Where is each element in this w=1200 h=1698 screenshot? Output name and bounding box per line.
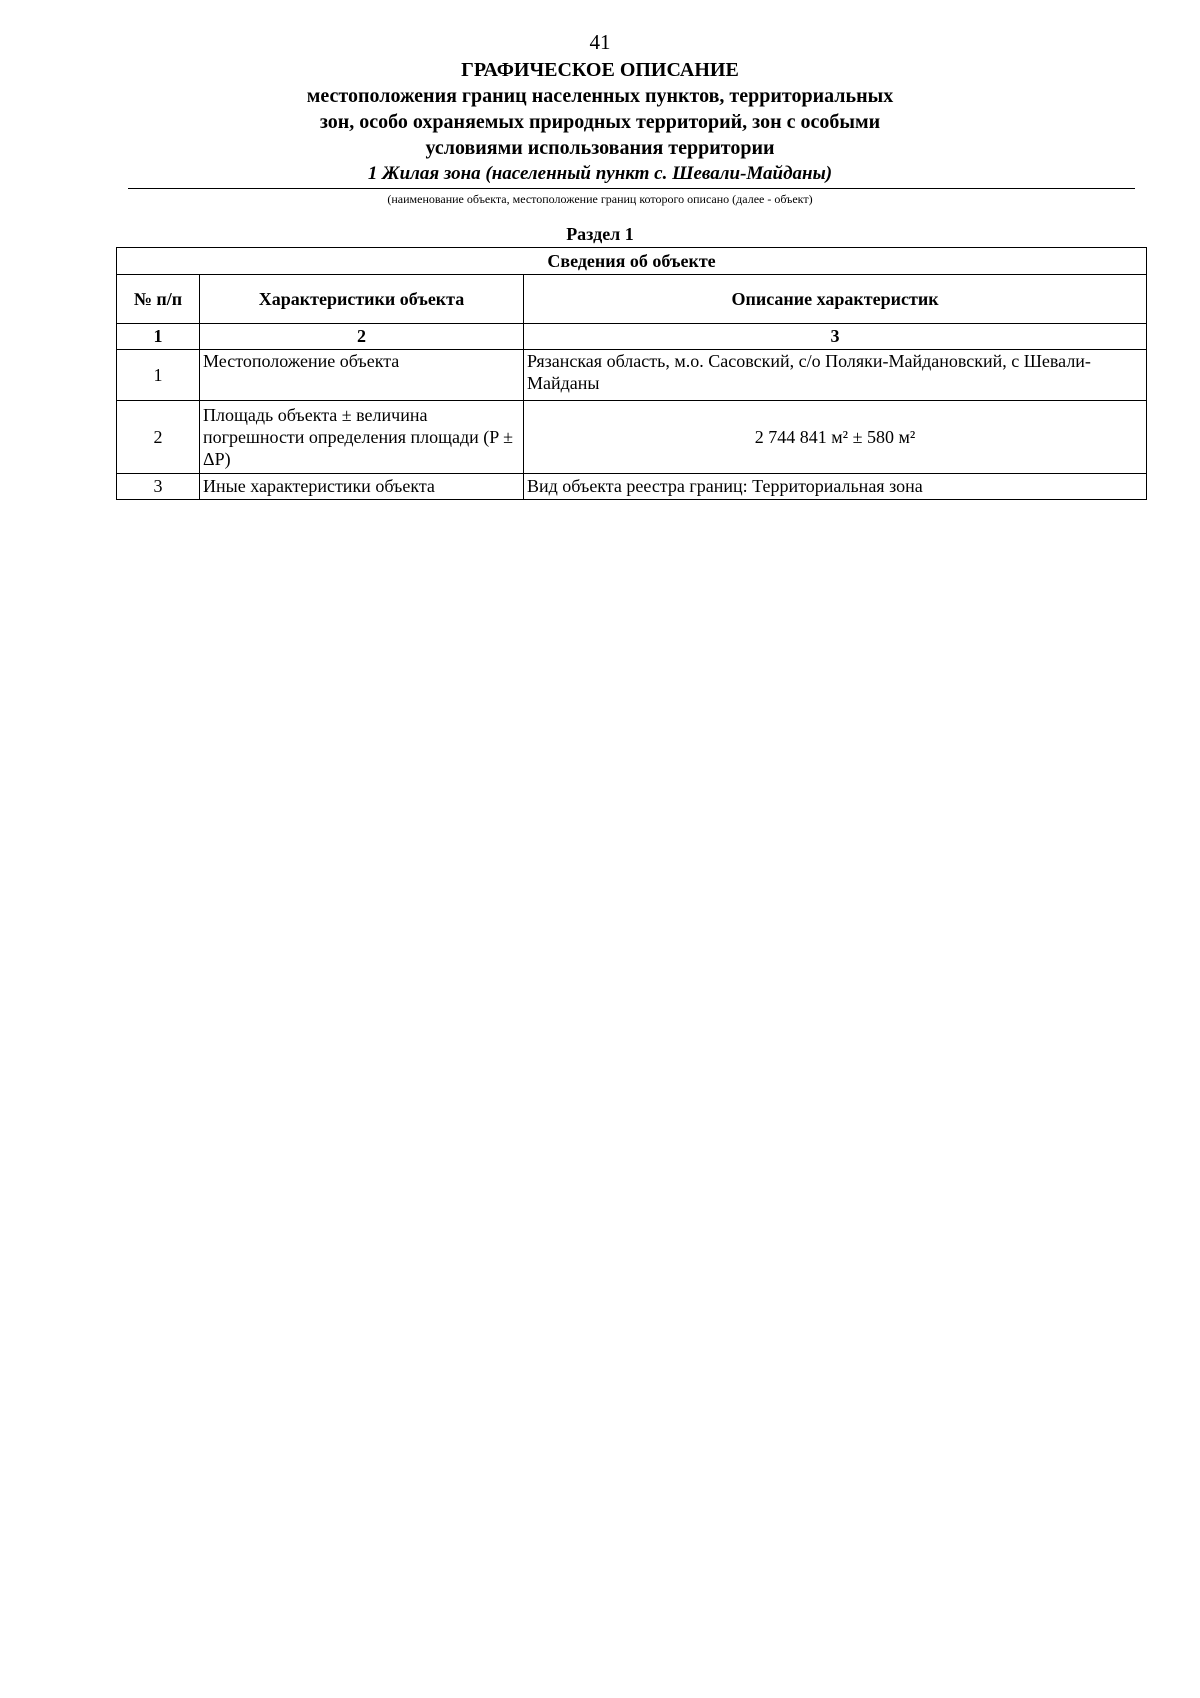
row-description: Рязанская область, м.о. Сасовский, с/о Поляки-Майдановский, с Шевали-Майданы <box>524 350 1147 401</box>
table-header-row <box>117 275 1147 324</box>
page-number: 41 <box>589 30 611 54</box>
row-num: 2 <box>117 401 200 474</box>
subtitle-line: зон, особо охраняемых природных территорий, зон с особыми <box>319 111 881 133</box>
section-title: Раздел 1 <box>566 224 634 244</box>
document-subtitle <box>0 83 1200 161</box>
object-name: 1 Жилая зона (населенный пункт с. Шевали-Майданы) <box>367 163 833 184</box>
table-caption-row <box>117 248 1147 275</box>
document-title: ГРАФИЧЕСКОЕ ОПИСАНИЕ <box>461 59 739 81</box>
row-characteristic: Площадь объекта ± величина погрешности определения площади (P ± ΔP) <box>200 401 524 474</box>
column-header-characteristic: Характеристики объекта <box>200 275 524 324</box>
row-characteristic: Иные характеристики объекта <box>200 474 524 500</box>
subtitle-line: местоположения границ населенных пунктов, территориальных <box>306 85 894 107</box>
column-numbers-row <box>117 324 1147 350</box>
table-row <box>117 350 1147 401</box>
column-number: 3 <box>524 324 1147 350</box>
table-row <box>117 401 1147 474</box>
object-info-table <box>116 247 1147 500</box>
table-row <box>117 474 1147 500</box>
object-name-underline <box>128 188 1135 189</box>
column-number: 1 <box>117 324 200 350</box>
table-caption: Сведения об объекте <box>117 248 1147 275</box>
row-num: 1 <box>117 350 200 401</box>
row-characteristic: Местоположение объекта <box>200 350 524 401</box>
row-num: 3 <box>117 474 200 500</box>
row-description: 2 744 841 м² ± 580 м² <box>524 401 1147 474</box>
object-caption: (наименование объекта, местоположение границ которого описано (далее - объект) <box>387 192 813 206</box>
column-number: 2 <box>200 324 524 350</box>
subtitle-line: условиями использования территории <box>425 137 775 159</box>
column-header-num: № п/п <box>117 275 200 324</box>
column-header-description: Описание характеристик <box>524 275 1147 324</box>
row-description: Вид объекта реестра границ: Территориальная зона <box>524 474 1147 500</box>
